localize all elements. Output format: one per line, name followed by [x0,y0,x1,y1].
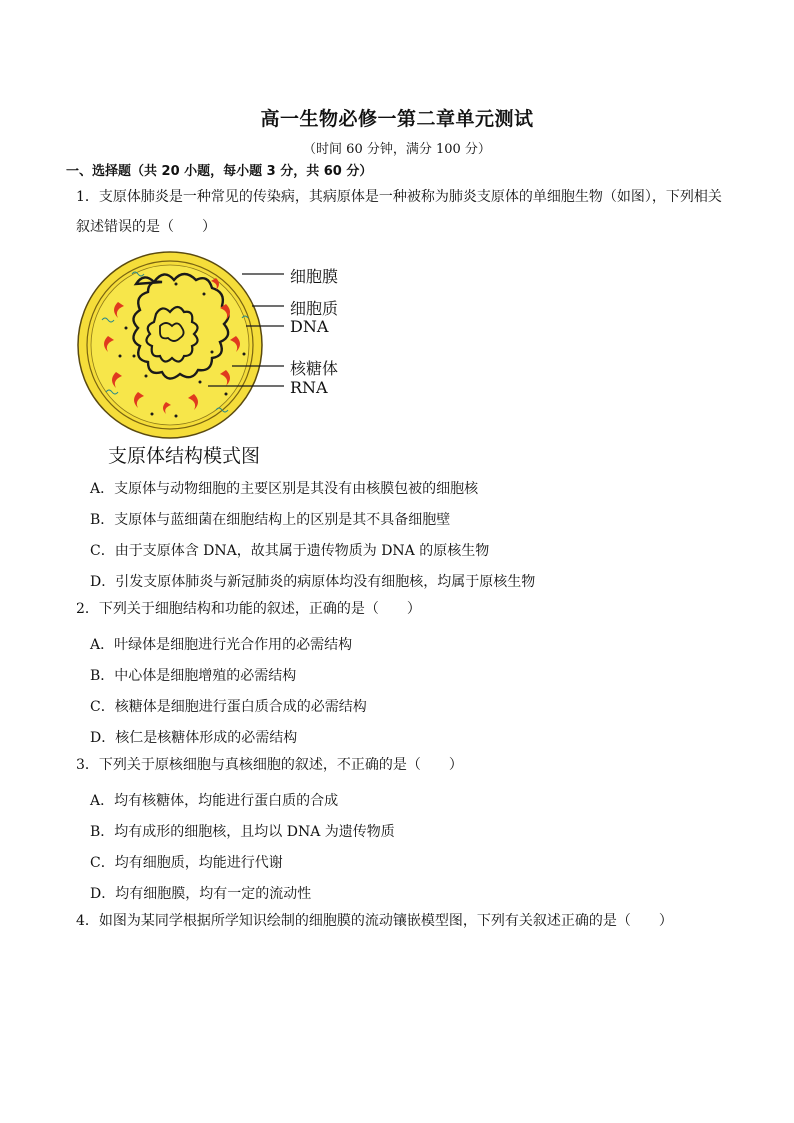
label-ribosome: 核糖体 [290,359,339,378]
question-3-option-a: A．均有核糖体，均能进行蛋白质的合成 [90,793,339,809]
label-rna: RNA [290,378,328,397]
question-2-option-d: D．核仁是核糖体形成的必需结构 [90,730,298,746]
question-3-option-b: B．均有成形的细胞核，且均以 DNA 为遗传物质 [90,824,395,840]
question-1-option-a: A．支原体与动物细胞的主要区别是其没有由核膜包被的细胞核 [90,481,479,497]
question-2-option-b: B．中心体是细胞增殖的必需结构 [90,668,297,684]
question-4-stem: 4．如图为某同学根据所学知识绘制的细胞膜的流动镶嵌模型图，下列有关叙述正确的是（ ） [76,913,673,929]
question-1-stem: 1．支原体肺炎是一种常见的传染病，其病原体是一种被称为肺炎支原体的单细胞生物（如图），下列相关叙述错误的是（ ） [76,189,722,235]
mycoplasma-structure-figure [76,244,376,469]
question-3-option-c: C．均有细胞质，均能进行代谢 [90,855,283,871]
question-1-option-c: C．由于支原体含 DNA，故其属于遗传物质为 DNA 的原核生物 [90,543,490,559]
section-heading: 一、选择题（共 20 小题，每小题 3 分，共 60 分） [66,164,373,179]
question-1-option-b: B．支原体与蓝细菌在细胞结构上的区别是其不具备细胞壁 [90,512,451,528]
exam-info: （时间 60 分钟，满分 100 分） [303,142,491,157]
question-2-option-c: C．核糖体是细胞进行蛋白质合成的必需结构 [90,699,367,715]
figure-caption: 支原体结构模式图 [108,445,261,467]
question-2-stem: 2．下列关于细胞结构和功能的叙述，正确的是（ ） [76,601,421,617]
page-title: 高一生物必修一第二章单元测试 [260,108,534,130]
question-1-option-d: D．引发支原体肺炎与新冠肺炎的病原体均没有细胞核，均属于原核生物 [90,574,536,590]
question-3-stem: 3．下列关于原核细胞与真核细胞的叙述，不正确的是（ ） [76,757,463,773]
question-2-option-a: A．叶绿体是细胞进行光合作用的必需结构 [90,637,353,653]
label-cell-membrane: 细胞膜 [290,267,339,286]
label-dna: DNA [290,317,329,336]
question-3-option-d: D．均有细胞膜，均有一定的流动性 [90,886,312,902]
label-cytoplasm: 细胞质 [290,299,339,318]
